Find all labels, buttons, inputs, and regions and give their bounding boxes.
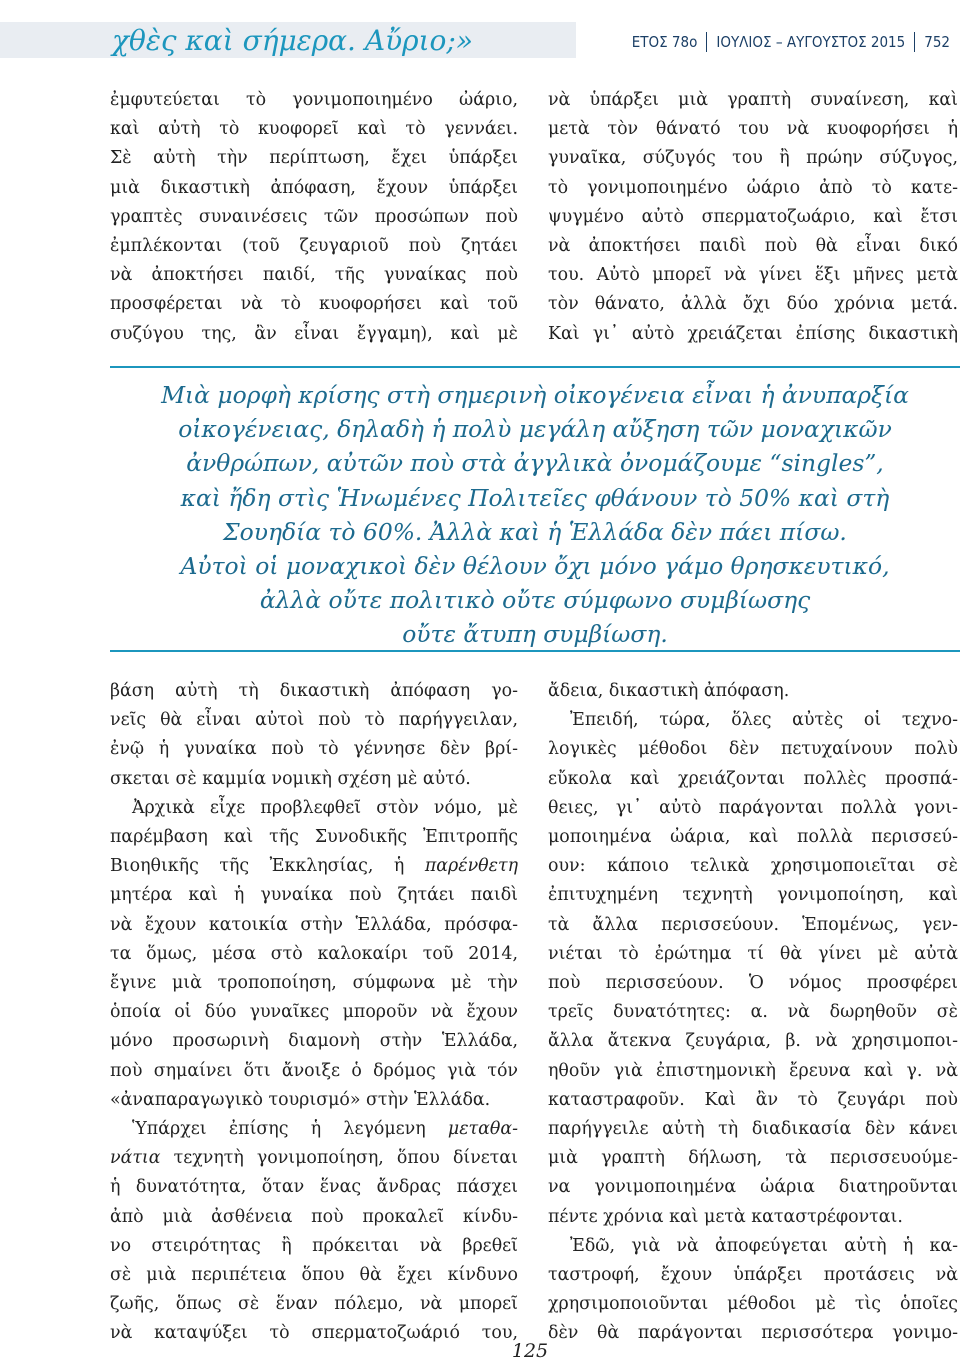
- text-line: ἡ δυνατότητα, ὅταν ἕνας ἄνδρας πάσχει: [110, 1177, 518, 1198]
- pull-quote-top-rule: [110, 366, 960, 368]
- text-line: μόνο προσωρινὴ διαμονὴ στὴν Ἑλλάδα,: [110, 1031, 518, 1052]
- italic-term: νάτια: [110, 1148, 161, 1169]
- text-line: τὸ γονιμοποιημένο ὠάριο ἀπὸ τὸ κατε-: [548, 177, 958, 198]
- text-line: Ἐπειδή, τώρα, ὅλες αὐτὲς οἱ τεχνο-: [570, 710, 958, 731]
- text-line: ηθοῦν γιὰ ἐπιστημονικὴ ἔρευνα καὶ γ. νὰ: [548, 1060, 958, 1081]
- italic-term: μεταθα-: [447, 1119, 518, 1140]
- text-run: τεχνητὴ γονιμοποίηση, ὅπου δίνεται: [160, 1148, 518, 1169]
- text-line: νὰ ἀποκτήσει παιδὶ ποὺ θὰ εἶναι δικό: [548, 236, 958, 257]
- pull-quote-line: οἰκογένειας, δηλαδὴ ἡ πολὺ μεγάλη αὔξηση τῶν μοναχικῶν: [178, 415, 892, 444]
- text-line: νεῖς θὰ εἶναι αὐτοὶ ποὺ τὸ παρήγγειλαν,: [110, 710, 518, 731]
- text-line: νιέται τὸ ἐρώτημα τί θὰ γίνει μὲ αὐτὰ: [548, 943, 958, 964]
- text-line: λογικὲς μέθοδοι δὲν πετυχαίνουν πολὺ: [548, 739, 958, 760]
- text-run: Βιοηθικῆς τῆς Ἐκκλησίας, ἡ: [110, 856, 425, 877]
- text-line: δὲν θὰ παράγονται περισσότερα γονιμο-: [548, 1323, 958, 1344]
- text-line: ουν: κάποιο τελικὰ χρησιμοποιεῖται σὲ: [548, 856, 958, 877]
- pull-quote-line: Μιὰ μορφὴ κρίσης στὴ σημερινὴ οἰκογένεια εἶναι ἡ ἀνυπαρξία: [161, 381, 909, 409]
- column-bottom-left: [110, 677, 518, 1349]
- pull-quote-line: Αὐτοὶ οἱ μοναχικοὶ δὲν θέλουν ὄχι μόνο γάμο θρησκευτικό,: [180, 552, 890, 581]
- text-line: ζωῆς, ὅπως σὲ ἕναν πόλεμο, νὰ μπορεῖ: [110, 1294, 518, 1315]
- text-line: τα ὅμως, μέσα στὸ καλοκαίρι τοῦ 2014,: [110, 943, 518, 964]
- issue-separator: [706, 32, 707, 52]
- text-line: ποὺ σημαίνει ὅτι ἄνοιξε ὁ δρόμος γιὰ τόν: [110, 1060, 518, 1081]
- text-line: ἐπιτυχημένη τεχνητὴ γονιμοποίηση, καὶ: [548, 885, 958, 906]
- text-line: συζύγου της, ἂν εἶναι ἔγγαμη), καὶ μὲ: [110, 323, 518, 344]
- issue-date: ΙΟΥΛΙΟΣ – ΑΥΓΟΥΣΤΟΣ 2015: [716, 33, 906, 51]
- text-line: [110, 1144, 518, 1173]
- text-line: μοποιημένα ὠάρια, καὶ πολλὰ περισσεύ-: [548, 827, 958, 848]
- text-line: Ἐδῶ, γιὰ νὰ ἀποφεύγεται αὐτὴ ἡ κα-: [570, 1235, 958, 1256]
- text-line: προσφέρεται νὰ τὸ κυοφορήσει καὶ τοῦ: [110, 294, 518, 315]
- text-line: σὲ μιὰ περιπέτεια ὅπου θὰ ἔχει κίνδυνο: [110, 1265, 518, 1286]
- text-line: «ἀναπαραγωγικὸ τουρισμό» στὴν Ἑλλάδα.: [110, 1089, 491, 1110]
- text-line: Ἀρχικὰ εἶχε προβλεφθεῖ στὸν νόμο, μὲ: [132, 797, 518, 818]
- text-run: Ὑπάρχει ἐπίσης ἡ λεγόμενη: [132, 1119, 448, 1140]
- text-line: Καὶ γι᾽ αὐτὸ χρειάζεται ἐπίσης δικαστικὴ: [548, 323, 958, 344]
- text-line: ἀπὸ μιὰ ἀσθένεια ποὺ προκαλεῖ κίνδυ-: [110, 1206, 518, 1227]
- text-line: να γονιμοποιημένα ὠάρια διατηροῦνται: [548, 1177, 958, 1198]
- issue-separator: [914, 32, 915, 52]
- section-title: χθὲς καὶ σήμερα. Αὔριο;»: [112, 24, 473, 57]
- text-line: γραπτὲς συναινέσεις τῶν προσώπων ποὺ: [110, 206, 518, 227]
- text-line: [110, 852, 518, 881]
- text-line: μιὰ γραπτὴ δήλωση, τὰ περισσευούμε-: [548, 1148, 958, 1169]
- text-line: ἐνῷ ἡ γυναίκα ποὺ τὸ γέννησε δὲν βρί-: [110, 739, 518, 760]
- text-line: καταστραφοῦν. Καὶ ἂν τὸ ζευγάρι ποὺ: [548, 1089, 958, 1110]
- text-line: νο στειρότητας ἢ πρόκειται νὰ βρεθεῖ: [110, 1235, 518, 1256]
- text-line: ὁποία οἱ δύο γυναῖκες μποροῦν νὰ ἔχουν: [110, 1002, 518, 1023]
- text-line: χρησιμοποιοῦνται μέθοδοι μὲ τὶς ὁποῖες: [548, 1294, 958, 1315]
- text-line: ψυγμένο αὐτὸ σπερματοζωάριο, καὶ ἔτσι: [548, 206, 958, 227]
- text-line: ἄλλα ἄτεκνα ζευγάρια, β. νὰ χρησιμοποι-: [548, 1031, 958, 1052]
- pull-quote-line: ἀνθρώπων, αὐτῶν ποὺ στὰ ἀγγλικὰ ὀνομάζουμε “singles”,: [186, 449, 884, 478]
- text-line: ταστροφή, ἔχουν ὑπάρξει προτάσεις νὰ: [548, 1265, 958, 1286]
- italic-term: παρένθετη: [424, 856, 518, 877]
- text-line: νὰ καταψύξει τὸ σπερματοζωάριό του,: [110, 1323, 518, 1344]
- text-line: παρήγγειλε αὐτὴ τὴ διαδικασία δὲν κάνει: [548, 1119, 958, 1140]
- pull-quote: [110, 378, 960, 652]
- text-line: σκεται σὲ καμμία νομικὴ σχέση μὲ αὐτό.: [110, 768, 471, 789]
- text-line: μιὰ δικαστικὴ ἀπόφαση, ἔχουν ὑπάρξει: [110, 177, 518, 198]
- pull-quote-line: ἀλλὰ οὔτε πολιτικὸ οὔτε σύμφωνο συμβίωσης: [259, 586, 811, 615]
- text-line: νὰ ἔχουν κατοικία στὴν Ἑλλάδα, πρόσφα-: [110, 914, 518, 935]
- text-line: τρεῖς δυνατότητες: α. νὰ δωρηθοῦν σὲ: [548, 1002, 958, 1023]
- issue-year: ΕΤΟΣ 78ο: [631, 33, 698, 51]
- text-line: νὰ ὑπάρξει μιὰ γραπτὴ συναίνεση, καὶ: [548, 90, 958, 110]
- text-line: παρέμβαση καὶ τῆς Συνοδικῆς Ἐπιτροπῆς: [110, 827, 518, 848]
- text-line: μητέρα καὶ ἡ γυναίκα ποὺ ζητάει παιδὶ: [110, 885, 518, 906]
- text-line: Σὲ αὐτὴ τὴν περίπτωση, ἔχει ὑπάρξει: [110, 148, 518, 169]
- pull-quote-bottom-rule: [110, 650, 960, 652]
- text-line: μετὰ τὸν θάνατό του νὰ κυοφορήσει ἡ: [548, 119, 958, 140]
- column-bottom-right: [548, 677, 958, 1349]
- issue-page-number: 752: [924, 33, 950, 51]
- text-line: γυναῖκα, σύζυγός του ἢ πρώην σύζυγος,: [548, 148, 958, 169]
- pull-quote-line: Σουηδία τὸ 60%. Ἀλλὰ καὶ ἡ Ἑλλάδα δὲν πάει πίσω.: [223, 517, 847, 546]
- text-line: πέντε χρόνια καὶ μετὰ καταστρέφονται.: [548, 1206, 903, 1227]
- text-line: καὶ αὐτὴ τὸ κυοφορεῖ καὶ τὸ γεννάει.: [110, 119, 518, 140]
- text-line: βάση αὐτὴ τὴ δικαστικὴ ἀπόφαση γο-: [110, 681, 518, 701]
- text-line: τὸν θάνατο, ἀλλὰ ὄχι δύο χρόνια μετά.: [548, 294, 958, 315]
- text-line: ἔγινε μιὰ τροποποίηση, σύμφωνα μὲ τὴν: [110, 973, 518, 994]
- text-line: ἐμπλέκονται (τοῦ ζευγαριοῦ ποὺ ζητάει: [110, 236, 518, 257]
- column-top-right: [548, 86, 958, 349]
- text-line: τὰ ἄλλα περισσεύουν. Ἑπομένως, γεν-: [548, 914, 958, 935]
- text-line: του. Αὐτὸ μπορεῖ νὰ γίνει ἕξι μῆνες μετὰ: [548, 265, 958, 286]
- pull-quote-line: οὔτε ἄτυπη συμβίωση.: [402, 620, 668, 649]
- text-line: ἐμφυτεύεται τὸ γονιμοποιημένο ὠάριο,: [110, 90, 518, 110]
- text-line: θειες, γι᾽ αὐτὸ παράγονται πολλὰ γονι-: [548, 797, 958, 818]
- text-line: ἄδεια, δικαστικὴ ἀπόφαση.: [548, 681, 790, 701]
- page-number: 125: [511, 1340, 549, 1362]
- column-top-left: [110, 86, 518, 349]
- text-line: ποὺ περισσεύουν. Ὁ νόμος προσφέρει: [548, 973, 958, 994]
- text-line: [110, 1115, 518, 1144]
- text-line: εὔκολα καὶ χρειάζονται πολλὲς προσπά-: [548, 768, 958, 789]
- issue-info: [594, 30, 950, 54]
- pull-quote-line: καὶ ἤδη στὶς Ἡνωμένες Πολιτεῖες φθάνουν τὸ 50% καὶ στὴ: [180, 483, 890, 512]
- text-line: νὰ ἀποκτήσει παιδί, τῆς γυναίκας ποὺ: [110, 265, 518, 286]
